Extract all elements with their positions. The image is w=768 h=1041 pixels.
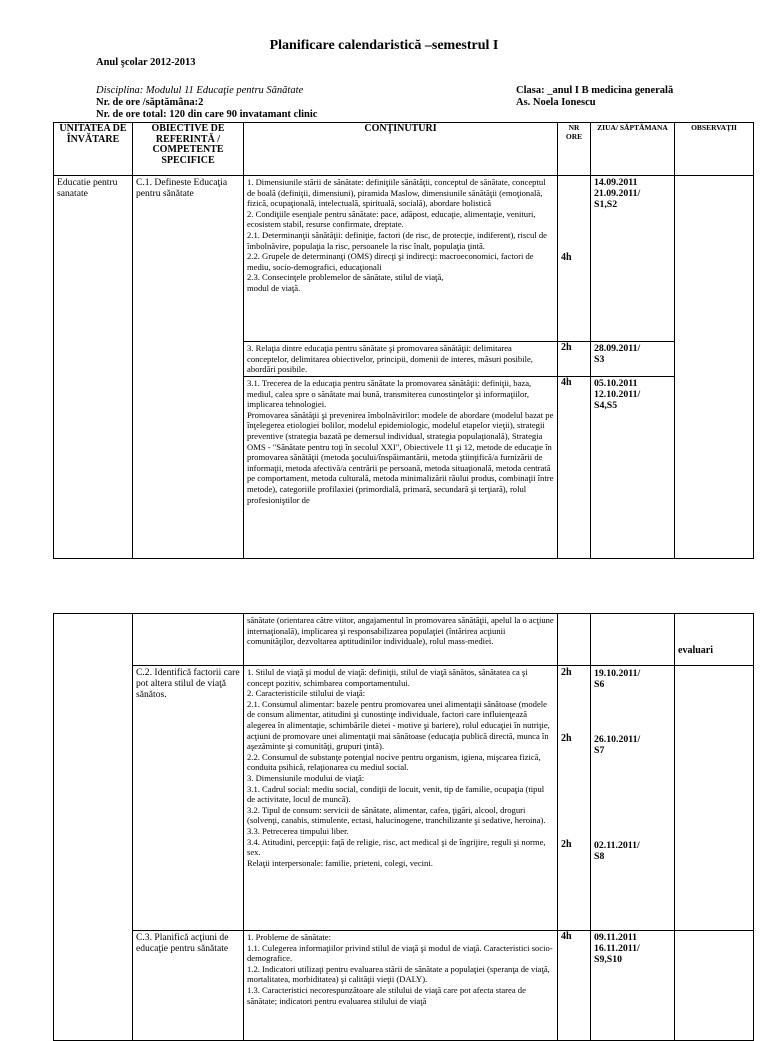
page-title: Planificare calendaristică –semestrul I <box>269 38 499 53</box>
content-text: 1. Probleme de sănătate: 1.1. Culegerea informaţiilor privind stilul de viaţă şi modul de viaţă. Caracteristici socio-demografice. 1.2. Indicatori utilizaţi pentru evaluarea stării de sănătate a populaţiei (speranţa de viaţă, mortalitatea, morbiditatea) şi calităţii vieţii (DALY). 1.3. Caracteristici necorespunzătoare ale stilului de viaţă care pot afecta starea de sănătate; indicatori pentru evaluarea stilului de viaţă <box>247 932 553 1006</box>
objective-cell: C.1. Defineste Educaţia pentru sănătate <box>133 176 244 559</box>
day-value: 02.11.2011/ S8 <box>594 840 640 862</box>
table-row <box>54 614 754 666</box>
teacher-name: As. Noela Ionescu <box>516 97 596 108</box>
content-cell <box>244 377 558 559</box>
table-row <box>54 666 754 931</box>
table-row <box>54 176 754 342</box>
hours-value: 2h <box>561 667 572 678</box>
unit-cell: Educatie pentru sanatate <box>54 176 133 559</box>
objective-cell <box>133 614 244 666</box>
obs-cell: evaluari <box>675 614 754 666</box>
content-text: 3. Relaţia dintre educaţia pentru sănătate şi promovarea sănătăţii: delimitarea conceptelor, delimitarea obiectivelor, principii, domenii de interes, măsuri posibile, abordări posibile. <box>247 343 533 375</box>
hours-per-week: Nr. de ore /săptămâna:2 <box>96 97 204 108</box>
day-cell <box>591 931 675 1041</box>
objective-cell: C.2. Identifică factorii care pot altera stilul de viaţă sănătos. <box>133 666 244 931</box>
day-value: 26.10.2011/ S7 <box>594 734 641 756</box>
content-text: sănătate (orientarea către viitor, angajamentul în promovarea sănătăţii, apelul la o acţiune internaţională), implicarea şi responsabilizarea populaţiei (întărirea acţiunii comunităţilor, dezvoltarea aptitudinilor individuale), rolul mass-mediei. <box>247 615 554 647</box>
day-text: 09.11.2011 16.11.2011/ S9,S10 <box>594 932 640 965</box>
content-text: 3.1. Trecerea de la educaţia pentru sănătate la promovarea sănătăţii: definiţii, baza, mediul, calea spre o sănătate mai bună, transmiterea cunostinţelor şi informaţiilor, implicarea tehnologiei. Promovarea sănătăţii şi prevenirea îmbolnăvirilor: modele de abordare (modelul bazat pe înţelegerea etiologiei bolilor, modelul epidemiologic, modelul etapelor vieţii), strategii preventive (strategia bazată pe demersul individual, strategia populaţională), Strategia OMS - "Sănătate pentru toţi în secolul XXI", Obiectivele 11 şi 12, metode de educaţie în promovarea sănătăţii (metoda şocului/înspăimantării, metoda ştiinţifică/a furnizării de informaţii, metoda afectivă/a centrării pe persoană, metoda situaţională, metoda centrată pe comportament, metoda culturală, metoda minimalizării răului produs, combinaţii între metode), categoriile profilaxiei (primordială, primară, secundară şi terţiară), rolul profesioniştilor de <box>247 378 554 505</box>
hours-cell <box>558 666 591 931</box>
day-text: 28.09.2011/ S3 <box>594 343 641 365</box>
school-year: Anul şcolar 2012-2013 <box>96 57 196 68</box>
day-cell <box>591 666 675 931</box>
day-cell <box>591 342 675 377</box>
objective-cell: C.3. Planifică acţiuni de educaţie pentru sănătate <box>133 931 244 1041</box>
hours-cell: 4h <box>558 176 591 342</box>
hours-cell: 2h <box>558 342 591 377</box>
planning-table-2 <box>53 613 754 1041</box>
col-header-day: ZIUA/ SĂPTĂMANA <box>591 123 675 176</box>
content-cell <box>244 614 558 666</box>
day-cell <box>591 176 675 342</box>
content-cell <box>244 176 558 342</box>
day-value: 19.10.2011/ S6 <box>594 668 641 690</box>
day-cell <box>591 614 675 666</box>
day-cell <box>591 377 675 559</box>
content-text: 1. Stilul de viaţă şi modul de viaţă: definiţii, stilul de viaţă sănătos, sănătatea ca şi concept pozitiv, schimbarea comportamentului. 2. Caracteristicile stilului de viaţă: 2.1. Consumul alimentar: bazele pentru promovarea unei alimentaţii sănătoase (modele de consum alimentar, atitudini şi cunostinţe individuale, factori care influienţează alegerea în alimentaţie, schimbările dietei - motive şi bariere), rolul educaţiei în nutriţie, acţiuni de promovare unei alimentaţii mai sănătoase (educaţia publică directă, munca în aşezăminte şi comunităţi, grupuri ţintă). 2.2. Consumul de substanţe potenţial nocive pentru organism, igiena, mişcarea fizică, conduita psihică, relaţionarea cu mediul social. 3. Dimensiunile modului de viaţă: 3.1. Cadrul social: mediu social, condiţii de locuit, venit, tip de familie, ocupaţia (tipul de activitate, locul de muncă). 3.2. Tipul de consum: servicii de sănătate, alimentar, cafea, ţigări, alcool, droguri (solvenţi, canabis, stimulente, ectasi, halucinogene, tranchilizante şi sedative, heroina). 3.3. Petrecerea timpului liber. 3.4. Atitudini, percepţii: faţă de religie, risc, act medical şi de îngrijire, reguli şi norme, sex. Relaţii interpersonale: familie, prieteni, colegi, vecini. <box>247 667 550 868</box>
discipline: Disciplina: Modulul 11 Educaţie pentru Sănătate <box>96 85 304 96</box>
content-cell <box>244 666 558 931</box>
day-text: 14.09.2011 21.09.2011/ S1,S2 <box>594 177 641 210</box>
day-text: 05.10.2011 12.10.2011/ S4,S5 <box>594 378 641 411</box>
obs-cell <box>675 931 754 1041</box>
content-text: 1. Dimensiunile stării de sănătate: definiţiile sănătăţii, conceptul de sănătate, conceptul de boală (definiţii, dimensiuni), piramida Maslow, dimensiunile sănătăţii (emoţională, fizică, ocupaţională, intelectuală, spirituală, socială), abordare holistică 2. Condiţiile esenţiale pentru sănătate: pace, adăpost, educaţie, alimentaţie, venituri, ecosistem stabil, resurse confirmate, dreptate. 2.1. Determinanţii sănătăţii: definiţie, factori (de risc, de protecţie, indiferent), riscul de îmbolnăvire, populaţia la risc, persoanele la risc înalt, populaţia ţintă. 2.2. Grupele de determinanţi (OMS) direcţi şi indirecţi: macroeconomici, factori de mediu, socio-demografici, educaţionali 2.3. Consecinţele problemelor de sănătate, stilul de viaţă, modul de viaţă. <box>247 177 547 293</box>
obs-cell <box>675 176 754 559</box>
class-label: Clasa: _anul I B medicina generală <box>516 85 674 96</box>
table-row <box>54 931 754 1041</box>
hours-cell <box>558 614 591 666</box>
hours-value: 2h <box>561 733 572 744</box>
content-cell <box>244 931 558 1041</box>
col-header-hours: NR ORE <box>558 123 591 176</box>
col-header-unit: UNITATEA DE ÎNVĂTARE <box>54 123 133 176</box>
hours-cell: 4h <box>558 377 591 559</box>
col-header-content: CONŢINUTURI <box>244 123 558 176</box>
col-header-objectives: OBIECTIVE DE REFERINTĂ / COMPETENTE SPECIFICE <box>133 123 244 176</box>
hours-total: Nr. de ore total: 120 din care 90 invatamant clinic <box>96 109 318 120</box>
unit-cell <box>54 614 133 1041</box>
planning-table-1 <box>53 122 754 559</box>
content-cell <box>244 342 558 377</box>
col-header-obs: OBSERVAŢII <box>675 123 754 176</box>
table-header-row <box>54 123 754 176</box>
obs-cell <box>675 666 754 931</box>
hours-value: 2h <box>561 839 572 850</box>
hours-cell: 4h <box>558 931 591 1041</box>
